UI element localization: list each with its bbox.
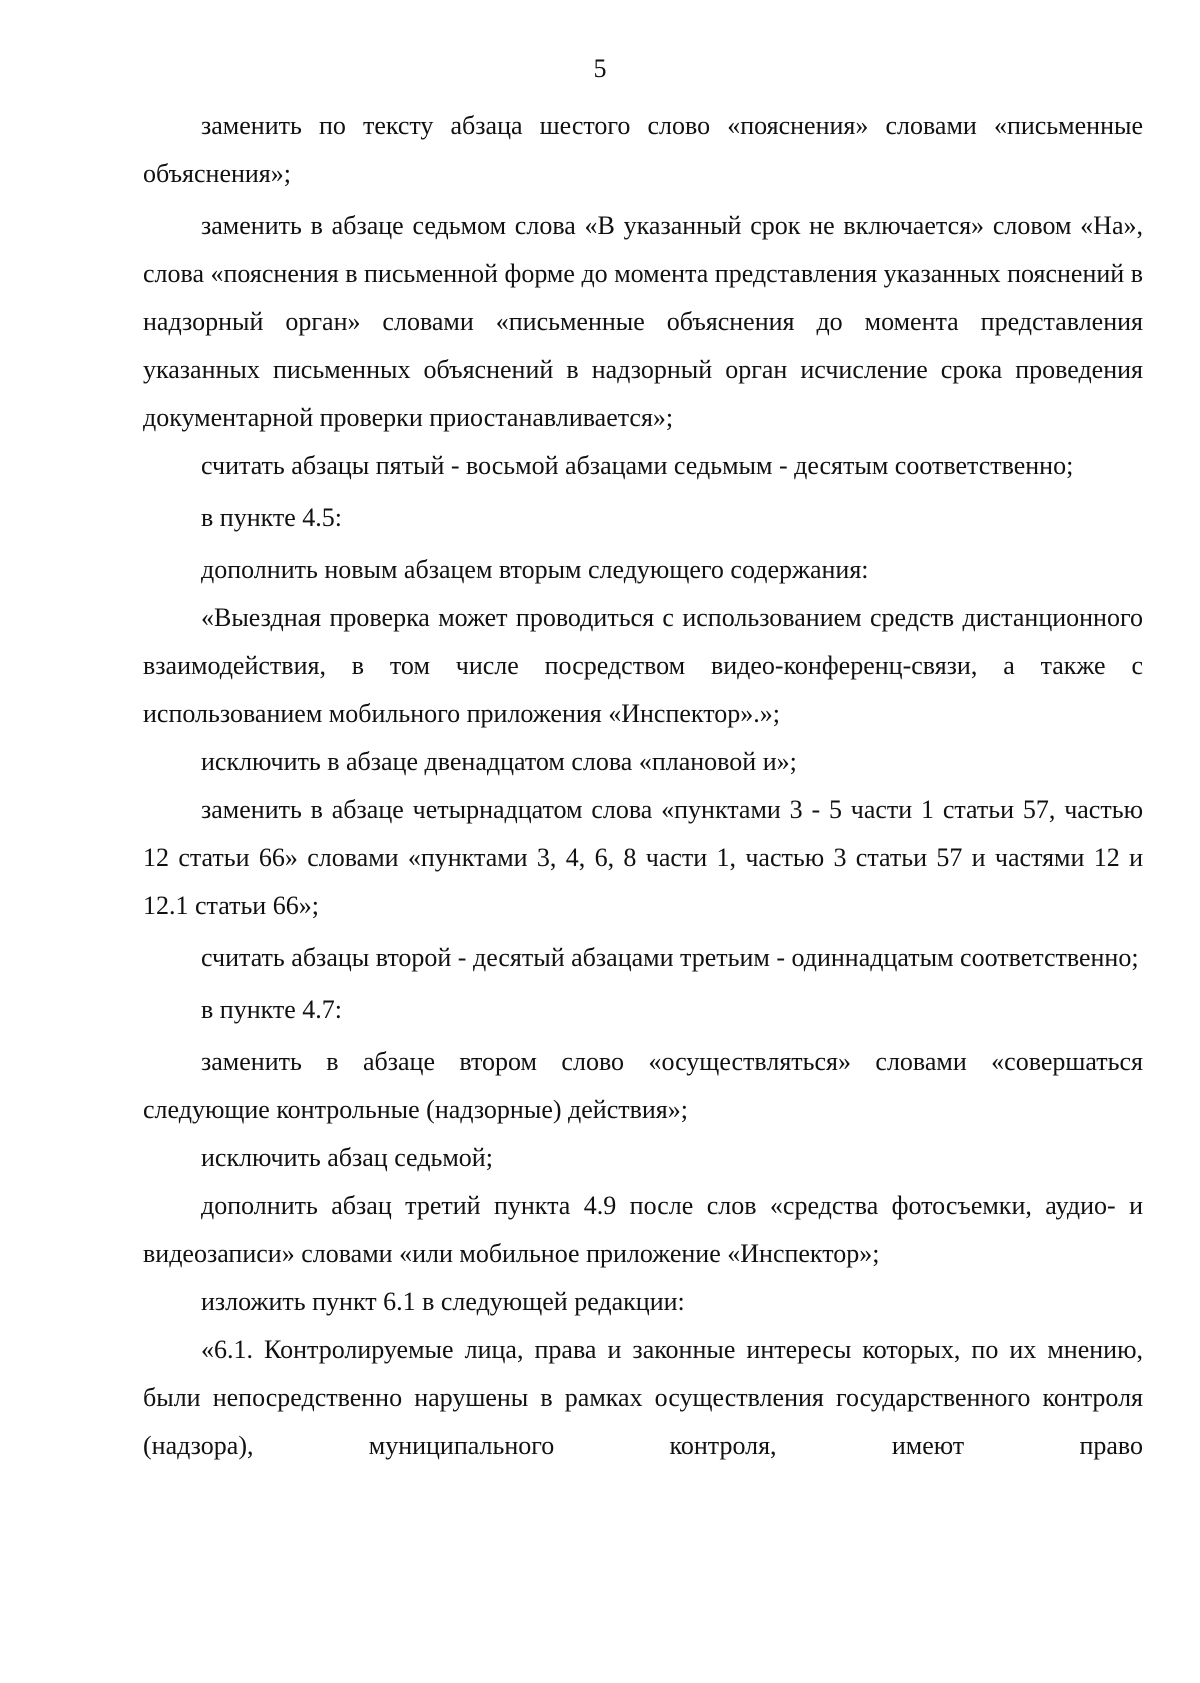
paragraph: исключить в абзаце двенадцатом слова «плановой и»; (201, 747, 797, 776)
paragraph: в пункте 4.7: (201, 995, 343, 1024)
paragraph: дополнить новым абзацем вторым следующего содержания: (201, 555, 869, 584)
paragraph: «Выездная проверка может проводиться с использованием средств дистанционного взаимодействия, в том числе посредством видео-конференц-связи, а также с использованием мобильного приложения «Инспектор».»; (143, 603, 1143, 728)
paragraph: считать абзацы пятый - восьмой абзацами седьмым - десятым соответственно; (201, 451, 1074, 480)
document-body (143, 102, 1143, 1470)
paragraph: заменить в абзаце седьмом слова «В указанный срок не включается» словом «На», слова «пояснения в письменной форме до момента представления указанных пояснений в надзорный орган» словами «письменные объяснения до момента представления указанных письменных объяснений в надзорный орган исчисление срока проведения документарной проверки приостанавливается»; (143, 211, 1143, 432)
paragraph: заменить в абзаце втором слово «осуществляться» словами «совершаться следующие контрольные (надзорные) действия»; (143, 1047, 1143, 1124)
paragraph: изложить пункт 6.1 в следующей редакции: (201, 1287, 685, 1316)
paragraph: считать абзацы второй - десятый абзацами третьим - одиннадцатым соответственно; (201, 943, 1139, 972)
paragraph: «6.1. Контролируемые лица, права и законные интересы которых, по их мнению, были непосредственно нарушены в рамках осуществления государственного контроля (надзора), муниципального контроля, имеют право (143, 1335, 1143, 1460)
paragraph: заменить по тексту абзаца шестого слово «пояснения» словами «письменные объяснения»; (143, 111, 1143, 188)
paragraph: в пункте 4.5: (201, 503, 343, 532)
paragraph: заменить в абзаце четырнадцатом слова «пунктами 3 - 5 части 1 статьи 57, частью 12 статьи 66» словами «пунктами 3, 4, 6, 8 части 1, частью 3 статьи 57 и частями 12 и 12.1 статьи 66»; (143, 795, 1143, 920)
paragraph: исключить абзац седьмой; (201, 1143, 493, 1172)
paragraph: дополнить абзац третий пункта 4.9 после слов «средства фотосъемки, аудио- и видеозаписи» словами «или мобильное приложение «Инспектор»; (143, 1191, 1143, 1268)
page-number: 5 (593, 54, 607, 83)
